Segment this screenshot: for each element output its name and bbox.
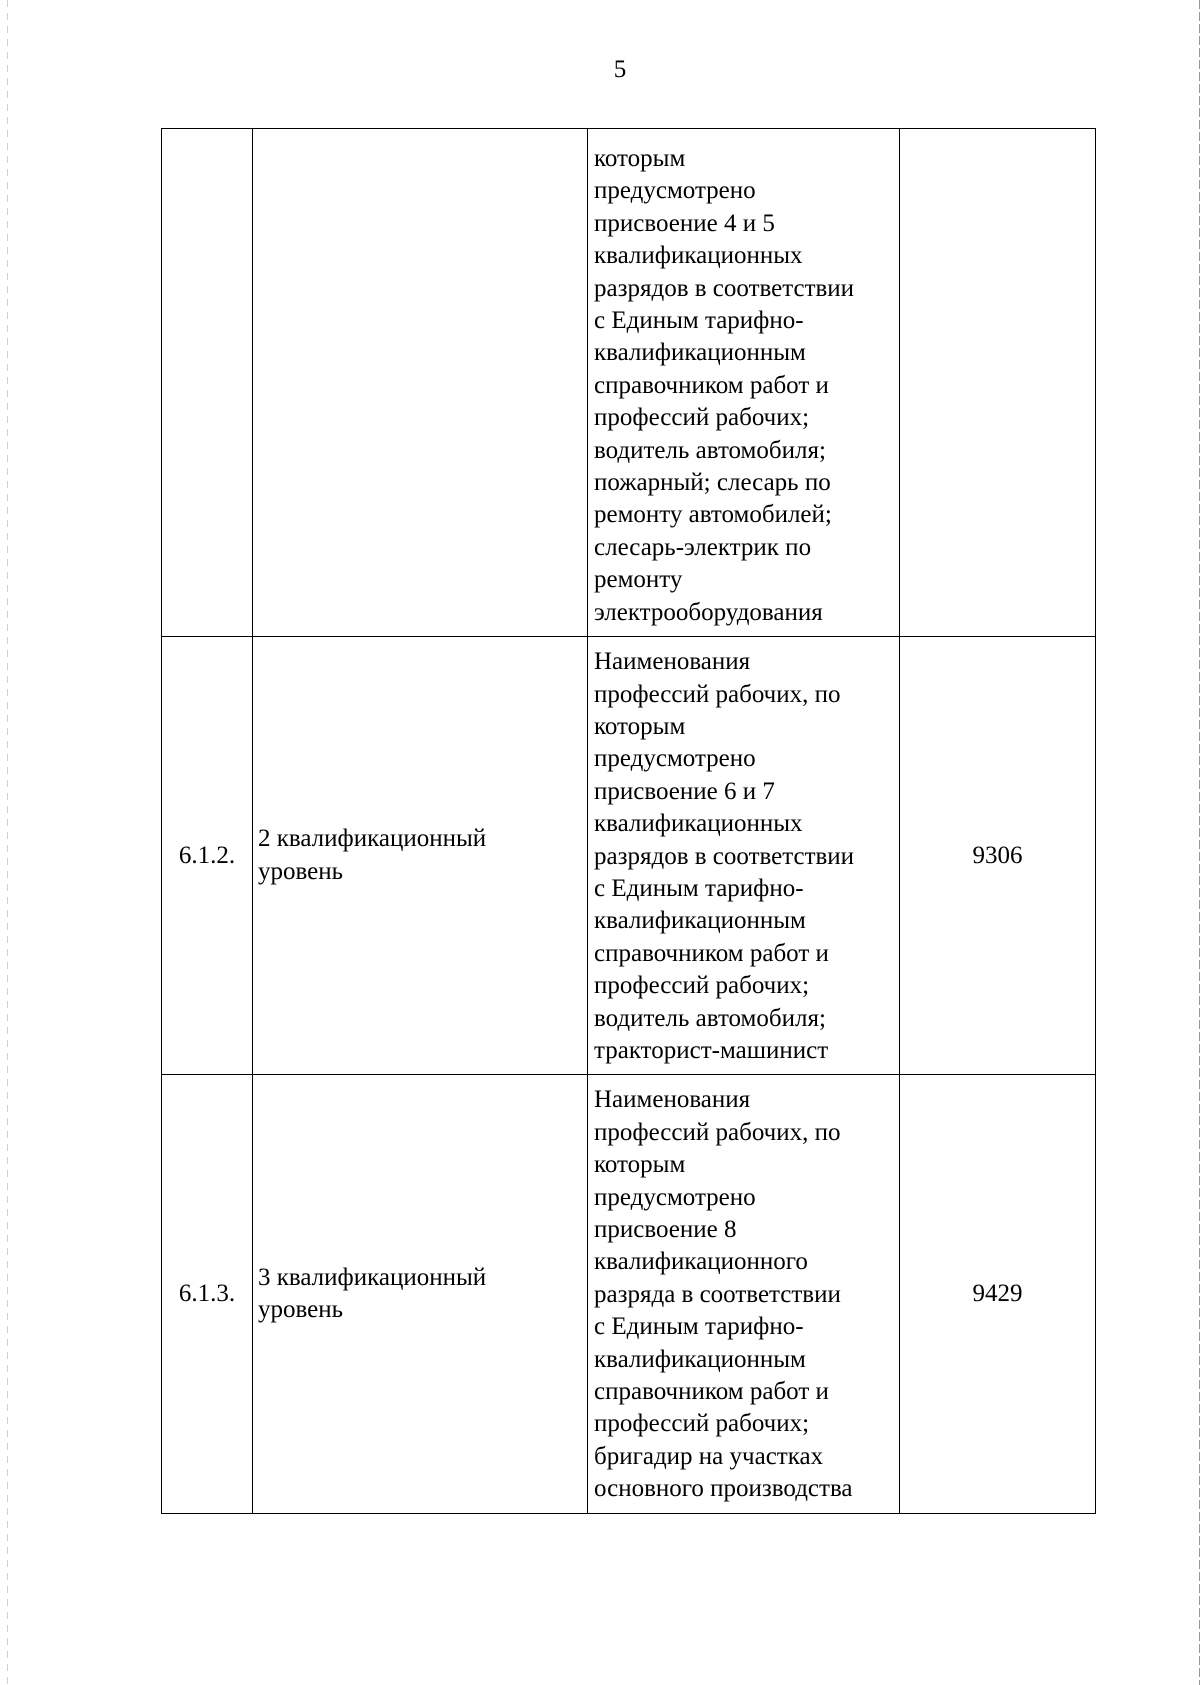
professions-line: квалификационным xyxy=(594,907,806,935)
professions-line: квалификационного xyxy=(594,1248,808,1276)
professions-line: справочником работ и xyxy=(594,939,829,967)
table-row xyxy=(162,1075,1096,1513)
professions-line: которым xyxy=(594,145,686,172)
row-number-cell: 6.1.2. xyxy=(162,637,253,1075)
professions-line: бригадир на участках xyxy=(594,1442,824,1470)
professions-line: которым xyxy=(594,712,686,740)
salary-cell: 9429 xyxy=(900,1075,1096,1513)
professions-line: предусмотрено xyxy=(594,177,756,205)
professions-line: водитель автомобиля; xyxy=(594,436,826,464)
salary-cell: 9306 xyxy=(900,637,1096,1075)
professions-line: присвоение 8 xyxy=(594,1216,737,1243)
professions-line: профессий рабочих, по xyxy=(594,1118,841,1146)
professions-line: справочником работ и xyxy=(594,371,829,399)
table-body xyxy=(162,129,1096,1514)
professions-line: которым xyxy=(594,1151,686,1179)
professions-line: квалификационных xyxy=(594,242,803,270)
professions-line: с Единым тарифно- xyxy=(594,874,804,902)
professions-line: предусмотрено xyxy=(594,745,756,773)
professions-line: с Единым тарифно- xyxy=(594,307,804,335)
professions-line: разряда в соответствии xyxy=(594,1280,841,1308)
table-row xyxy=(162,637,1096,1075)
professions-line: предусмотрено xyxy=(594,1183,756,1211)
professions-line: Наименования xyxy=(594,648,751,676)
professions-line: ремонту xyxy=(594,566,683,594)
professions-line: профессий рабочих, по xyxy=(594,680,841,708)
professions-line: профессий рабочих; xyxy=(594,1410,810,1438)
salary-cell xyxy=(900,129,1096,637)
professions-line: основного производства xyxy=(594,1475,853,1503)
professions-line: электрооборудования xyxy=(594,598,823,626)
professions-line: присвоение 6 и 7 xyxy=(594,777,775,805)
professions-line: профессий рабочих; xyxy=(594,972,810,1000)
professions-line: квалификационных xyxy=(594,810,803,838)
professions-cell xyxy=(588,1075,900,1513)
qualification-level-cell xyxy=(253,1075,588,1513)
professions-line: разрядов в соответствии xyxy=(594,842,855,870)
professions-line: пожарный; слесарь по xyxy=(594,469,831,497)
qualification-level-line: 2 квалификационный xyxy=(258,825,487,853)
qualification-level-line: уровень xyxy=(258,1296,344,1324)
scan-edge-left xyxy=(7,0,8,1685)
professions-line: Наименования xyxy=(594,1086,751,1114)
qualification-table xyxy=(161,128,1096,1514)
row-number-cell xyxy=(162,129,253,637)
row-number-cell: 6.1.3. xyxy=(162,1075,253,1513)
page-number: 5 xyxy=(613,56,627,83)
professions-line: тракторист-машинист xyxy=(594,1036,829,1064)
professions-cell xyxy=(588,637,900,1075)
qualification-level-line: уровень xyxy=(258,857,344,885)
professions-line: слесарь-электрик по xyxy=(594,533,812,561)
professions-line: присвоение 4 и 5 xyxy=(594,209,775,237)
professions-line: разрядов в соответствии xyxy=(594,274,855,302)
professions-cell xyxy=(588,129,900,637)
professions-line: с Единым тарифно- xyxy=(594,1313,804,1341)
professions-line: справочником работ и xyxy=(594,1378,829,1406)
professions-line: профессий рабочих; xyxy=(594,404,810,432)
professions-line: квалификационным xyxy=(594,339,806,367)
qualification-level-cell xyxy=(253,129,588,637)
professions-line: ремонту автомобилей; xyxy=(594,501,832,529)
qualification-level-cell xyxy=(253,637,588,1075)
professions-line: квалификационным xyxy=(594,1345,806,1373)
qualification-level-line: 3 квалификационный xyxy=(258,1263,487,1291)
table-row xyxy=(162,129,1096,637)
professions-line: водитель автомобиля; xyxy=(594,1004,826,1032)
